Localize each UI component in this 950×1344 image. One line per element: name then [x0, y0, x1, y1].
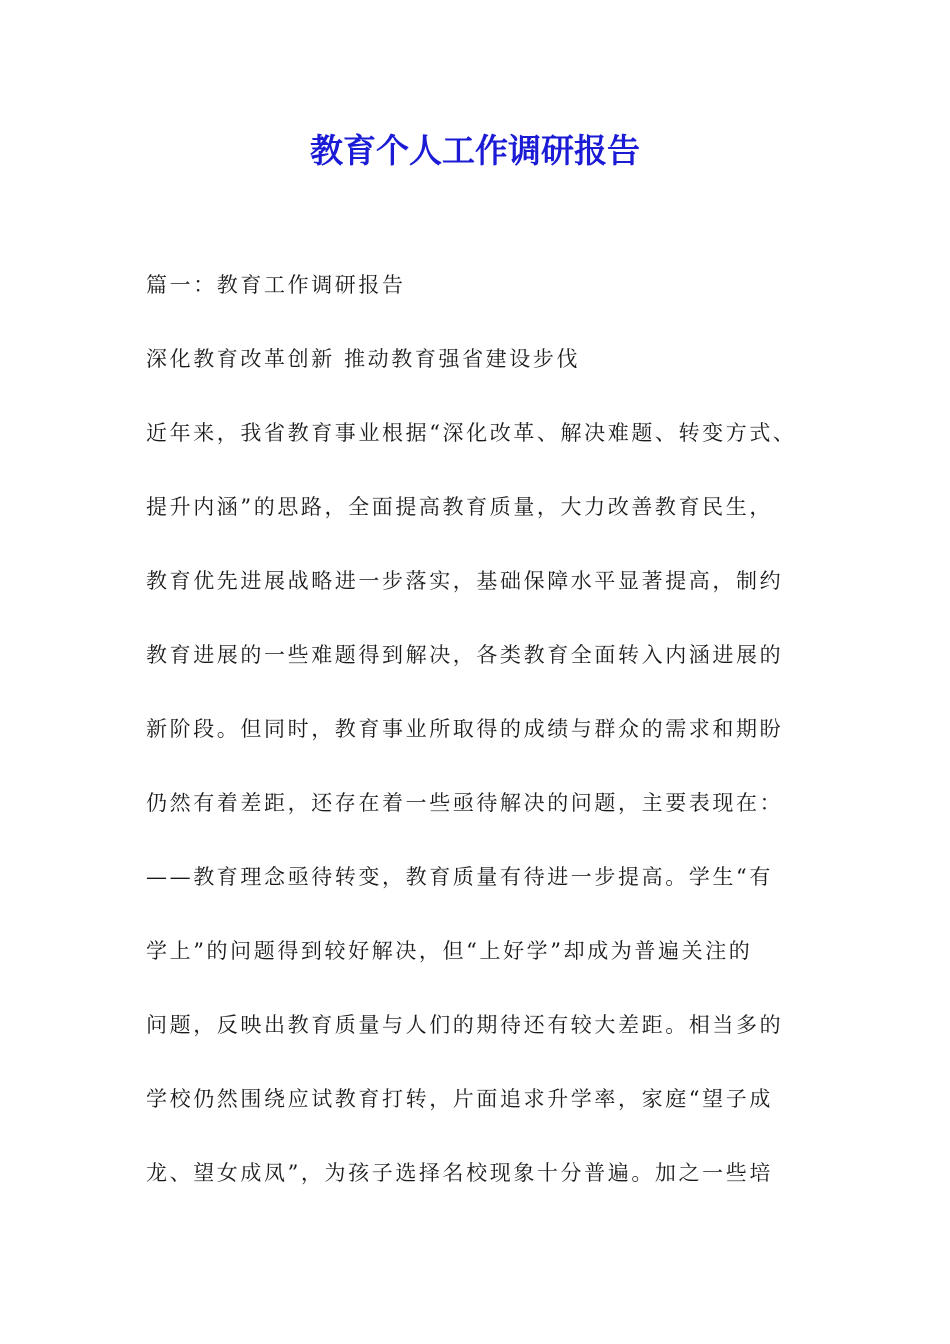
subheading: 深化教育改革创新 推动教育强省建设步伐 — [146, 347, 581, 371]
document-body — [146, 262, 826, 1224]
body-line: 学校仍然围绕应试教育打转，片面追求升学率，家庭“望子成 — [146, 1087, 773, 1111]
body-line: 教育优先进展战略进一步落实，基础保障水平显著提高，制约 — [146, 569, 784, 593]
document-title: 教育个人工作调研报告 — [310, 131, 640, 170]
body-line: ——教育理念亟待转变，教育质量有待进一步提高。学生“有 — [146, 865, 773, 889]
body-line: 问题，反映出教育质量与人们的期待还有较大差距。相当多的 — [146, 1013, 784, 1037]
body-line: 教育进展的一些难题得到解决，各类教育全面转入内涵进展的 — [146, 643, 784, 667]
body-line: 近年来，我省教育事业根据“深化改革、解决难题、转变方式、 — [146, 421, 797, 445]
body-line: 龙、望女成凤”，为孩子选择名校现象十分普遍。加之一些培 — [146, 1161, 773, 1185]
body-line: 仍然有着差距，还存在着一些亟待解决的问题，主要表现在： — [146, 791, 784, 815]
body-line: 新阶段。但同时，教育事业所取得的成绩与群众的需求和期盼 — [146, 717, 784, 741]
body-line: 学上”的问题得到较好解决，但“上好学”却成为普遍关注的 — [146, 939, 753, 963]
body-line: 提升内涵”的思路，全面提高教育质量，大力改善教育民生， — [146, 495, 773, 519]
section-heading: 篇一：教育工作调研报告 — [146, 273, 406, 297]
